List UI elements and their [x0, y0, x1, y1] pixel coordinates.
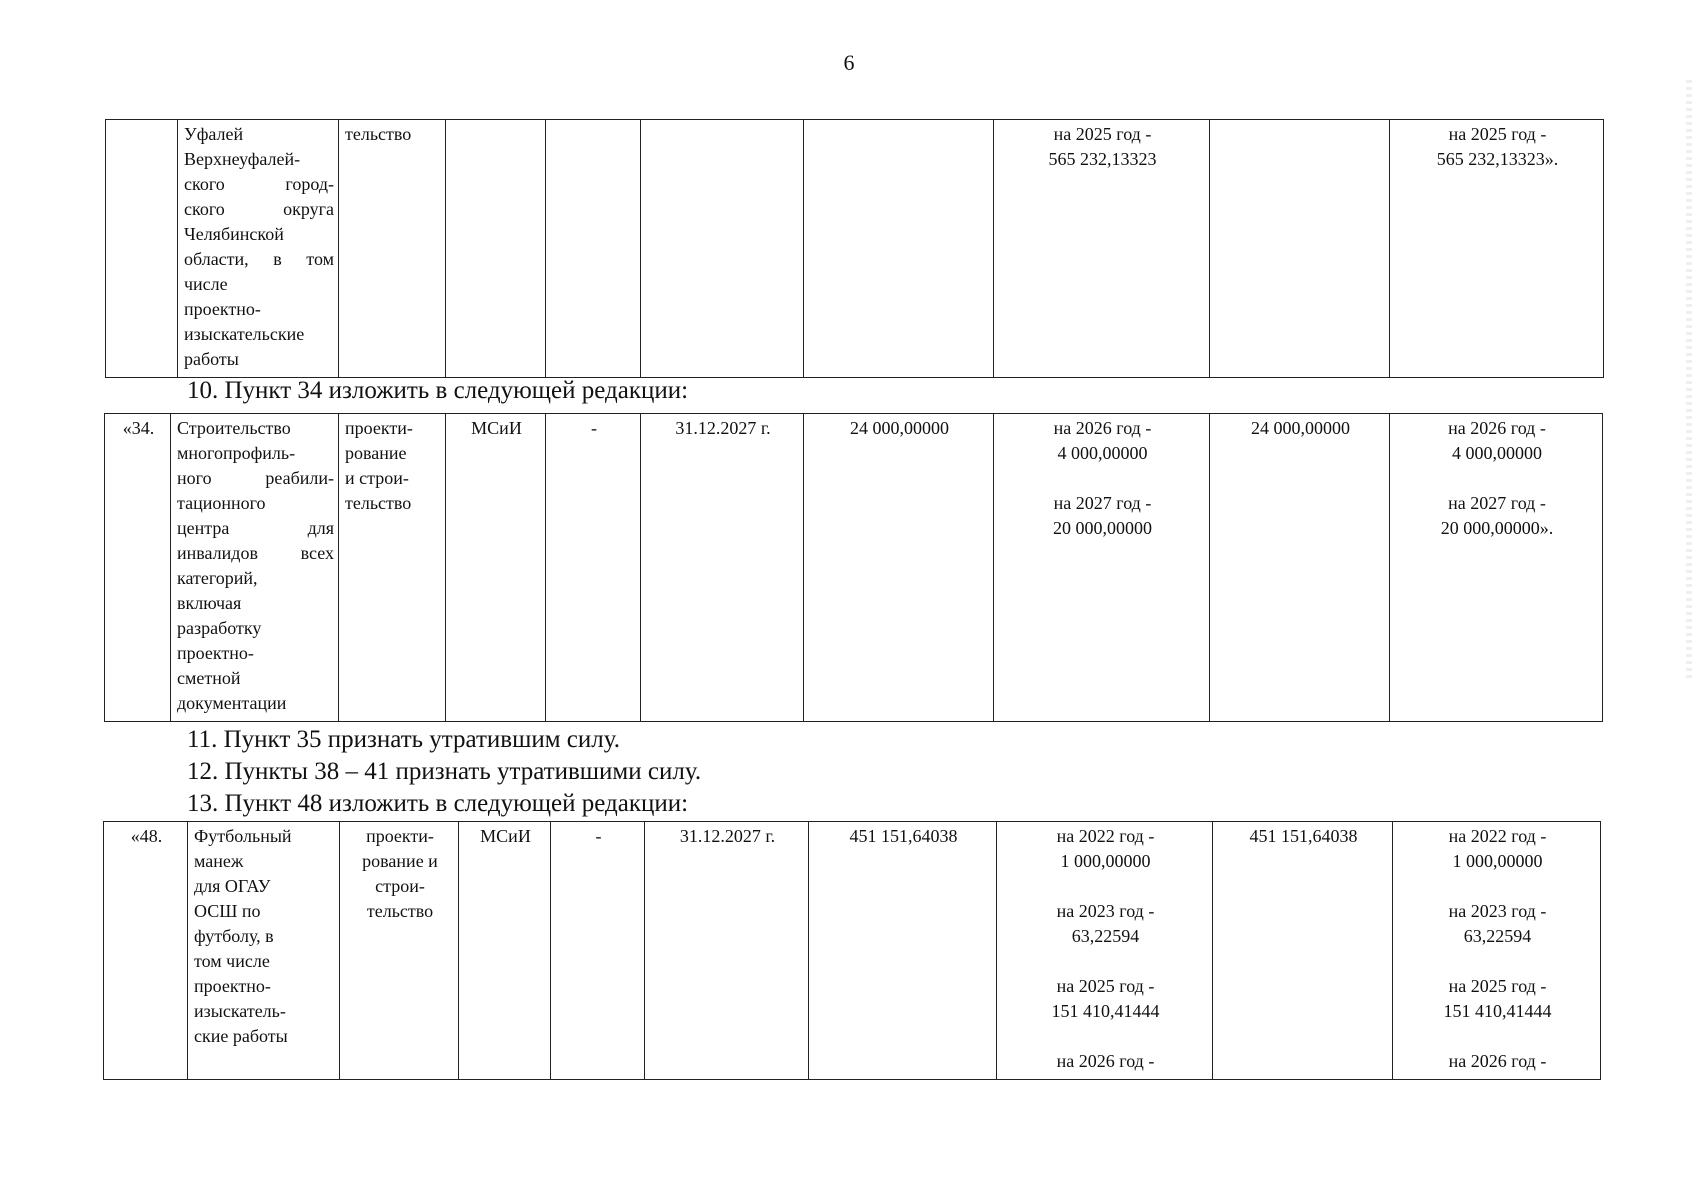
cell-cost: 24 000,00000: [804, 414, 994, 722]
text-line: на 2023 год -: [1056, 901, 1155, 921]
text-line: рование и: [362, 851, 438, 871]
text-line: проектно-: [184, 299, 261, 319]
text-line: изыскатель-: [194, 1001, 286, 1021]
cell-total: 451 151,64038: [1213, 822, 1393, 1080]
text-line: сметной: [177, 668, 241, 688]
text-line: на 2025 год -: [1448, 976, 1547, 996]
text-line: центра для: [177, 518, 334, 538]
text-line: тельство: [366, 901, 434, 921]
text-line: Строительство: [177, 418, 291, 438]
cell-object-name: [171, 414, 339, 722]
text-line: 4 000,00000: [1452, 443, 1542, 463]
text-line: проекти-: [366, 826, 434, 846]
cell-dash: -: [546, 414, 641, 722]
text-line: 1 000,00000: [1060, 851, 1151, 871]
text-line: ские работы: [194, 1026, 288, 1046]
text-line: Верхнеуфалей-: [184, 149, 301, 169]
text-line: тельство: [345, 493, 412, 513]
cell-object-name: [178, 120, 339, 378]
cell-financing: [1390, 414, 1603, 722]
text-line: рование: [345, 443, 407, 463]
text-line: для ОГАУ: [194, 876, 271, 896]
text-line: 63,22594: [1071, 926, 1140, 946]
text-line: манеж: [194, 851, 244, 871]
cell-deadline: [641, 120, 804, 378]
cell-cost: 451 151,64038: [809, 822, 997, 1080]
text-line: ского город-: [184, 174, 334, 194]
cell-cost: [804, 120, 994, 378]
cell-financing: [1393, 822, 1601, 1080]
cell-work-kind: [340, 822, 459, 1080]
cell-total: 24 000,00000: [1210, 414, 1390, 722]
text-line: на 2026 год -: [1448, 418, 1546, 438]
table-row: [104, 822, 1601, 1080]
text-line: многопрофиль-: [177, 443, 296, 463]
cell-deadline: 31.12.2027 г.: [645, 822, 809, 1080]
text-line: на 2023 год -: [1448, 901, 1547, 921]
table-item-48: [103, 821, 1601, 1080]
text-line: футболу, в: [194, 926, 274, 946]
text-line: разработку: [177, 618, 262, 638]
text-line: Уфалей: [184, 124, 244, 144]
text-line: том числе: [194, 951, 270, 971]
page-number: 6: [843, 50, 855, 75]
text-line: Челябинской: [184, 224, 284, 244]
cell-customer: МСиИ: [446, 414, 546, 722]
table-continuation: [105, 119, 1604, 378]
text-line: Футбольный: [194, 826, 292, 846]
table-row: [106, 120, 1604, 378]
text-line: документации: [177, 693, 287, 713]
text-line: на 2026 год -: [1448, 1051, 1547, 1071]
cell-num: «34.: [105, 414, 171, 722]
cell-total: [1210, 120, 1390, 378]
text-line: тационного: [177, 493, 266, 513]
cell-customer: [446, 120, 546, 378]
text-line: 20 000,00000: [1053, 518, 1152, 538]
text-line: 565 232,13323: [1048, 149, 1157, 169]
text-line: проектно-: [177, 643, 254, 663]
text-line: ского округа: [184, 199, 334, 219]
text-line: изыскательские: [184, 324, 305, 344]
cell-dash: -: [551, 822, 645, 1080]
paragraph-11: 11. Пункт 35 признать утратившим силу.: [187, 726, 620, 753]
cell-num: [106, 120, 178, 378]
text-line: числе: [184, 274, 228, 294]
text-line: проектно-: [194, 976, 271, 996]
cell-plan: [994, 120, 1210, 378]
cell-plan: [997, 822, 1213, 1080]
text-line: на 2022 год -: [1448, 826, 1547, 846]
text-line: проекти-: [345, 418, 413, 438]
text-line: ОСШ по: [194, 901, 261, 921]
cell-plan: [994, 414, 1210, 722]
text-line: области, в том: [184, 249, 334, 269]
cell-financing: [1390, 120, 1604, 378]
scan-edge-mark: [1686, 80, 1692, 680]
cell-work-kind: тельство: [339, 120, 446, 378]
text-line: 151 410,41444: [1443, 1001, 1552, 1021]
paragraph-12: 12. Пункты 38 – 41 признать утратившими силу.: [187, 758, 702, 785]
text-line: 151 410,41444: [1051, 1001, 1160, 1021]
text-line: ного реабили-: [177, 468, 334, 488]
text-line: работы: [184, 349, 239, 369]
text-line: на 2025 год -: [1053, 124, 1152, 144]
cell-work-kind: [339, 414, 446, 722]
cell-dash: [546, 120, 641, 378]
cell-customer: МСиИ: [459, 822, 551, 1080]
cell-deadline: 31.12.2027 г.: [641, 414, 804, 722]
paragraph-13: 13. Пункт 48 изложить в следующей редакции:: [187, 790, 689, 817]
text-line: на 2025 год -: [1448, 124, 1547, 144]
text-line: на 2027 год -: [1053, 493, 1152, 513]
text-line: на 2026 год -: [1053, 418, 1152, 438]
text-line: на 2026 год -: [1056, 1051, 1155, 1071]
text-line: на 2022 год -: [1056, 826, 1155, 846]
text-line: 63,22594: [1463, 926, 1532, 946]
text-line: инвалидов всех: [177, 543, 334, 563]
text-line: и строи-: [345, 468, 409, 488]
text-line: на 2027 год -: [1448, 493, 1546, 513]
cell-num: «48.: [104, 822, 188, 1080]
paragraph-10: 10. Пункт 34 изложить в следующей редакции:: [187, 377, 689, 404]
text-line: 20 000,00000».: [1440, 518, 1554, 538]
table-row: [105, 414, 1603, 722]
text-line: включая: [177, 593, 242, 613]
cell-object-name: [188, 822, 340, 1080]
text-line: 4 000,00000: [1057, 443, 1148, 463]
text-line: строи-: [375, 876, 425, 896]
text-line: категорий,: [177, 568, 258, 588]
text-line: на 2025 год -: [1056, 976, 1155, 996]
table-item-34: [104, 413, 1603, 722]
text-line: 565 232,13323».: [1436, 149, 1559, 169]
text-line: 1 000,00000: [1452, 851, 1543, 871]
